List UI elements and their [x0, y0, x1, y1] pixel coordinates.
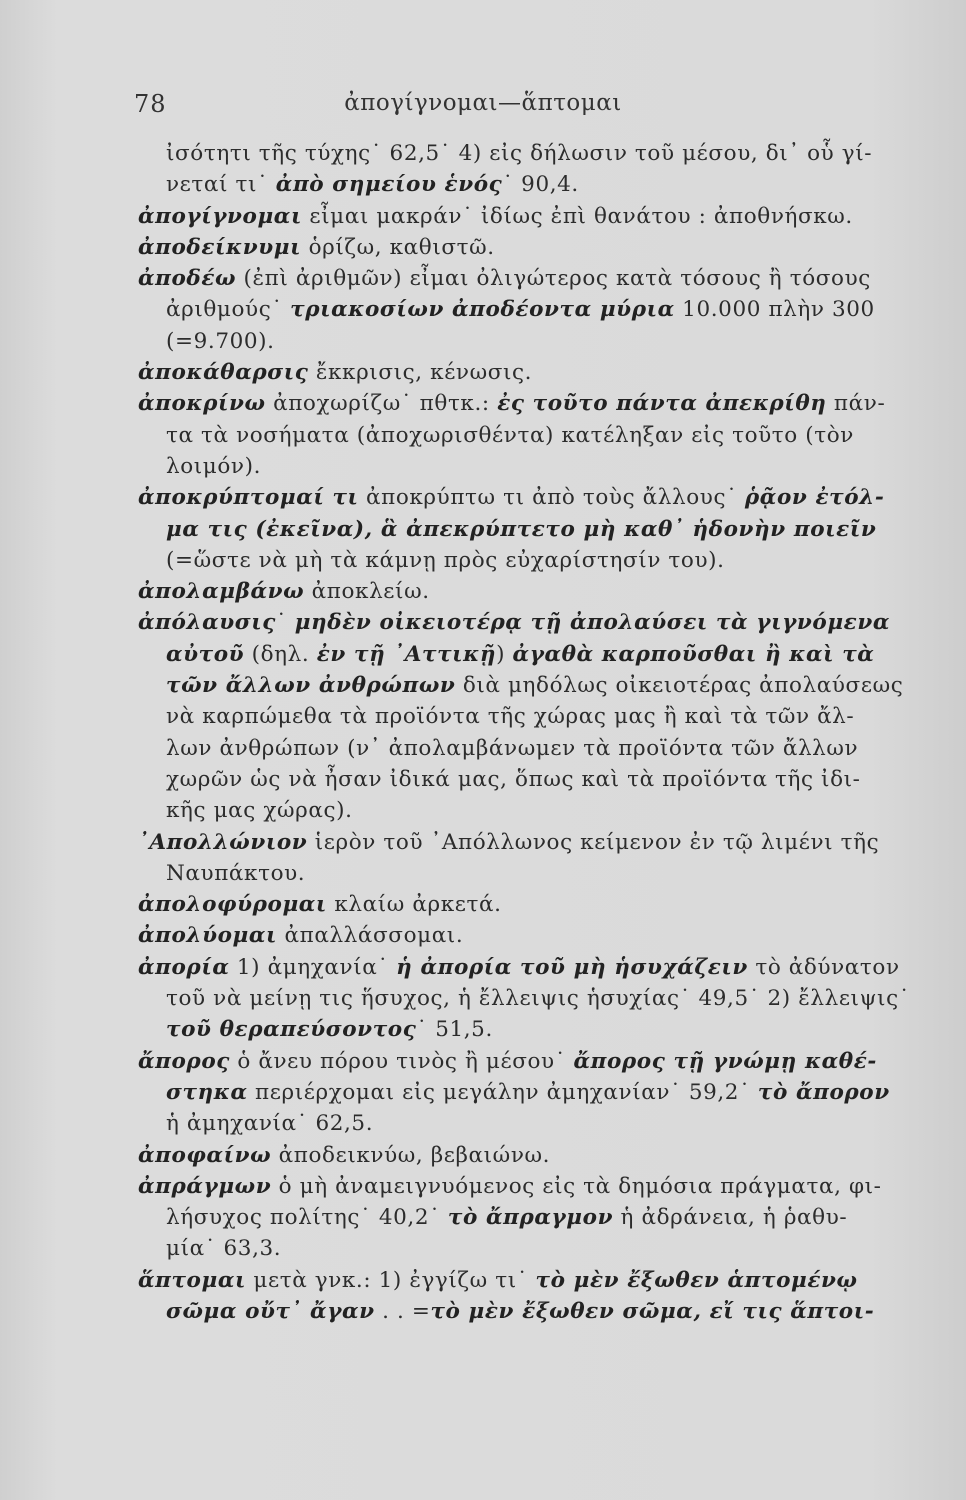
gloss-text: ἀπαλλάσσομαι. — [277, 923, 464, 949]
text-line — [138, 1296, 956, 1327]
gloss-text: ὁ ἄνευ πόρου τινὸς ἢ μέσου˙ — [229, 1048, 574, 1074]
quotation: ῥᾷον ἐτόλ- — [744, 485, 885, 511]
text-line — [138, 733, 956, 764]
gloss-text: τοῦ νὰ μείνῃ τις ἥσυχος, ἡ ἔλλειψις ἡσυχίας˙ 49,5˙ 2) ἔλλειψις˙ — [166, 986, 911, 1012]
text-line — [138, 451, 956, 482]
quotation: ἀγαθὰ καρποῦσθαι ἢ καὶ τὰ — [512, 641, 875, 667]
gloss-text: ) — [496, 641, 513, 667]
running-title: ἀπογίγνομαι—ἅπτομαι — [344, 90, 622, 116]
gloss-text: ὁ μὴ ἀναμειγνυόμενος εἰς τὰ δημόσια πράγματα, φι- — [271, 1173, 882, 1199]
text-line — [138, 607, 956, 638]
text-line — [138, 983, 956, 1014]
gloss-text: ἀριθμούς˙ — [166, 297, 291, 323]
text-line — [138, 201, 956, 232]
gloss-text: μετὰ γνκ.: 1) ἐγγίζω τι˙ — [245, 1267, 536, 1293]
headword: ἀπολοφύρομαι — [138, 892, 327, 918]
text-line — [138, 514, 956, 545]
gloss-text: (δηλ. — [244, 641, 317, 667]
quotation: στηκα — [166, 1079, 248, 1105]
text-line — [138, 1140, 956, 1171]
text-line — [138, 138, 956, 169]
gloss-text: (=ὥστε νὰ μὴ τὰ κάμνῃ πρὸς εὐχαρίστησίν του). — [166, 547, 725, 573]
text-line — [138, 482, 956, 513]
headword: ἅπτομαι — [138, 1267, 246, 1293]
text-line — [138, 357, 956, 388]
gloss-text: ˙ 90,4. — [502, 172, 579, 198]
gloss-text: ἀποχωρίζω˙ πθτκ.: — [265, 391, 498, 417]
gloss-text: λων ἀνθρώπων (ν᾽ ἀπολαμβάνωμεν τὰ προϊόντα τῶν ἄλλων — [166, 735, 859, 761]
text-line — [138, 795, 956, 826]
quotation: μηδὲν οἰκειοτέρᾳ τῇ ἀπολαύσει τὰ γιγνόμενα — [294, 610, 891, 636]
gloss-text: 10.000 πλὴν 300 — [674, 297, 875, 323]
text-line — [138, 701, 956, 732]
text-line — [138, 889, 956, 920]
text-line — [138, 764, 956, 795]
gloss-text: διὰ μηδόλως οἰκειοτέρας ἀπολαύσεως — [455, 673, 904, 699]
text-line — [138, 1108, 956, 1139]
gloss-text: (ἐπὶ ἀριθμῶν) εἶμαι ὀλιγώτερος κατὰ τόσους ἢ τόσους — [236, 266, 871, 292]
text-line — [138, 827, 956, 858]
text-line — [138, 920, 956, 951]
text-line — [138, 232, 956, 263]
gloss-text: ὁρίζω, καθιστῶ. — [301, 234, 495, 260]
gloss-text: ἀποκλείω. — [304, 579, 430, 605]
text-line — [138, 952, 956, 983]
text-line — [138, 1265, 956, 1296]
text-line — [138, 639, 956, 670]
gloss-text: ἡ ἀδράνεια, ἡ ῥαθυ- — [613, 1205, 848, 1231]
gloss-text: τα τὰ νοσήματα (ἀποχωρισθέντα) κατέληξαν εἰς τοῦτο (τὸν — [166, 422, 854, 448]
text-line — [138, 1046, 956, 1077]
quotation: τοῦ θεραπεύσοντος — [166, 1017, 417, 1043]
quotation: ἐς τοῦτο πάντα ἀπεκρίθη — [497, 391, 827, 417]
text-line — [138, 420, 956, 451]
quotation: τῶν ἄλλων ἀνθρώπων — [166, 673, 456, 699]
gloss-text: ἀποδεικνύω, βεβαιώνω. — [271, 1142, 551, 1168]
text-line — [138, 858, 956, 889]
quotation: αὐτοῦ — [166, 641, 245, 667]
headword: ἀποδέω — [138, 266, 237, 292]
page-number: 78 — [134, 90, 167, 118]
headword: ἀποκρίνω — [138, 391, 266, 417]
gloss-text: ἱερὸν τοῦ ᾽Απόλλωνος κείμενον ἐν τῷ λιμένι τῆς — [307, 829, 880, 855]
gloss-text: περιέρχομαι εἰς μεγάλην ἀμηχανίαν˙ 59,2˙ — [247, 1079, 758, 1105]
headword: ἀπογίγνομαι — [138, 203, 302, 229]
gloss-text: νεταί τι˙ — [166, 172, 276, 198]
quotation: μα τις (ἐκεῖνα), ἃ ἀπεκρύπτετο μὴ καθ᾽ ἡδονὴν ποιεῖν — [166, 516, 877, 542]
gloss-text: νὰ καρπώμεθα τὰ προϊόντα τῆς χώρας μας ἢ καὶ τὰ τῶν ἄλ- — [166, 704, 855, 730]
dictionary-entries — [138, 138, 956, 1327]
headword: ἀποκάθαρσις — [138, 360, 309, 386]
gloss-text: κλαίω ἀρκετά. — [326, 892, 502, 918]
quotation: ἡ ἀπορία τοῦ μὴ ἡσυχάζειν — [396, 954, 748, 980]
text-line — [138, 1202, 956, 1233]
text-line — [138, 294, 956, 325]
headword: ἀπολαμβάνω — [138, 579, 305, 605]
quotation: τὸ μὲν ἔξωθεν σῶμα, εἴ τις ἅπτοι- — [430, 1298, 875, 1324]
quotation: τὸ μὲν ἔξωθεν ἁπτομένῳ — [535, 1267, 858, 1293]
gloss-text: ἀποκρύπτω τι ἀπὸ τοὺς ἄλλους˙ — [358, 485, 745, 511]
text-line — [138, 263, 956, 294]
text-line — [138, 1171, 956, 1202]
quotation: σῶμα οὔτ᾽ ἄγαν — [166, 1298, 375, 1324]
gloss-text: ˙ 51,5. — [416, 1017, 493, 1043]
headword: ἀπράγμων — [138, 1173, 272, 1199]
headword: ἀποφαίνω — [138, 1142, 272, 1168]
gloss-text: ἔκκρισις, κένωσις. — [308, 360, 533, 386]
headword: ἀπολύομαι — [138, 923, 278, 949]
text-line — [138, 1014, 956, 1045]
gloss-text: τὸ ἀδύνατον — [747, 954, 900, 980]
text-line — [138, 670, 956, 701]
gloss-text: ἡ ἀμηχανία˙ 62,5. — [166, 1111, 374, 1137]
text-line — [138, 169, 956, 200]
headword: ἄπορος — [138, 1048, 230, 1074]
gloss-text: χωρῶν ὡς νὰ ἦσαν ἰδικά μας, ὅπως καὶ τὰ προϊόντα τῆς ἰδι- — [166, 766, 861, 792]
gloss-text: (=9.700). — [166, 328, 275, 354]
page-header — [0, 90, 966, 124]
text-line — [138, 1077, 956, 1108]
text-line — [138, 388, 956, 419]
text-line — [138, 545, 956, 576]
gloss-text: Ναυπάκτου. — [166, 860, 306, 886]
headword: ἀπόλαυσις — [138, 610, 276, 636]
text-line — [138, 326, 956, 357]
quotation: ἐν τῇ ᾽Αττικῇ — [316, 641, 497, 667]
quotation: ἀπὸ σημείου ἑνός — [275, 172, 503, 198]
headword: ἀποκρύπτομαί τι — [138, 485, 359, 511]
text-line — [138, 576, 956, 607]
gloss-text: εἶμαι μακράν˙ ἰδίως ἐπὶ θανάτου : ἀποθνήσκω. — [301, 203, 853, 229]
quotation: τριακοσίων ἀποδέοντα μύρια — [290, 297, 675, 323]
gloss-text: μία˙ 63,3. — [166, 1236, 282, 1262]
headword: ἀπορία — [138, 954, 230, 980]
text-line — [138, 1233, 956, 1264]
gloss-text: κῆς μας χώρας). — [166, 798, 353, 824]
gloss-text: πάν- — [826, 391, 886, 417]
gloss-text: . . = — [374, 1298, 431, 1324]
quotation: τὸ ἄπραγμον — [447, 1205, 614, 1231]
gloss-text: λοιμόν). — [166, 453, 262, 479]
gloss-text: λήσυχος πολίτης˙ 40,2˙ — [166, 1205, 448, 1231]
gloss-text: ἰσότητι τῆς τύχης˙ 62,5˙ 4) εἰς δήλωσιν τοῦ μέσου, δι᾽ οὗ γί- — [166, 141, 873, 166]
quotation: τὸ ἄπορον — [757, 1079, 890, 1105]
quotation: ἄπορος τῇ γνώμῃ καθέ- — [573, 1048, 877, 1074]
headword: ᾽Απολλώνιον — [138, 829, 308, 855]
gloss-text: ˙ — [275, 610, 295, 636]
gloss-text: 1) ἀμηχανία˙ — [229, 954, 397, 980]
headword: ἀποδείκνυμι — [138, 234, 302, 260]
